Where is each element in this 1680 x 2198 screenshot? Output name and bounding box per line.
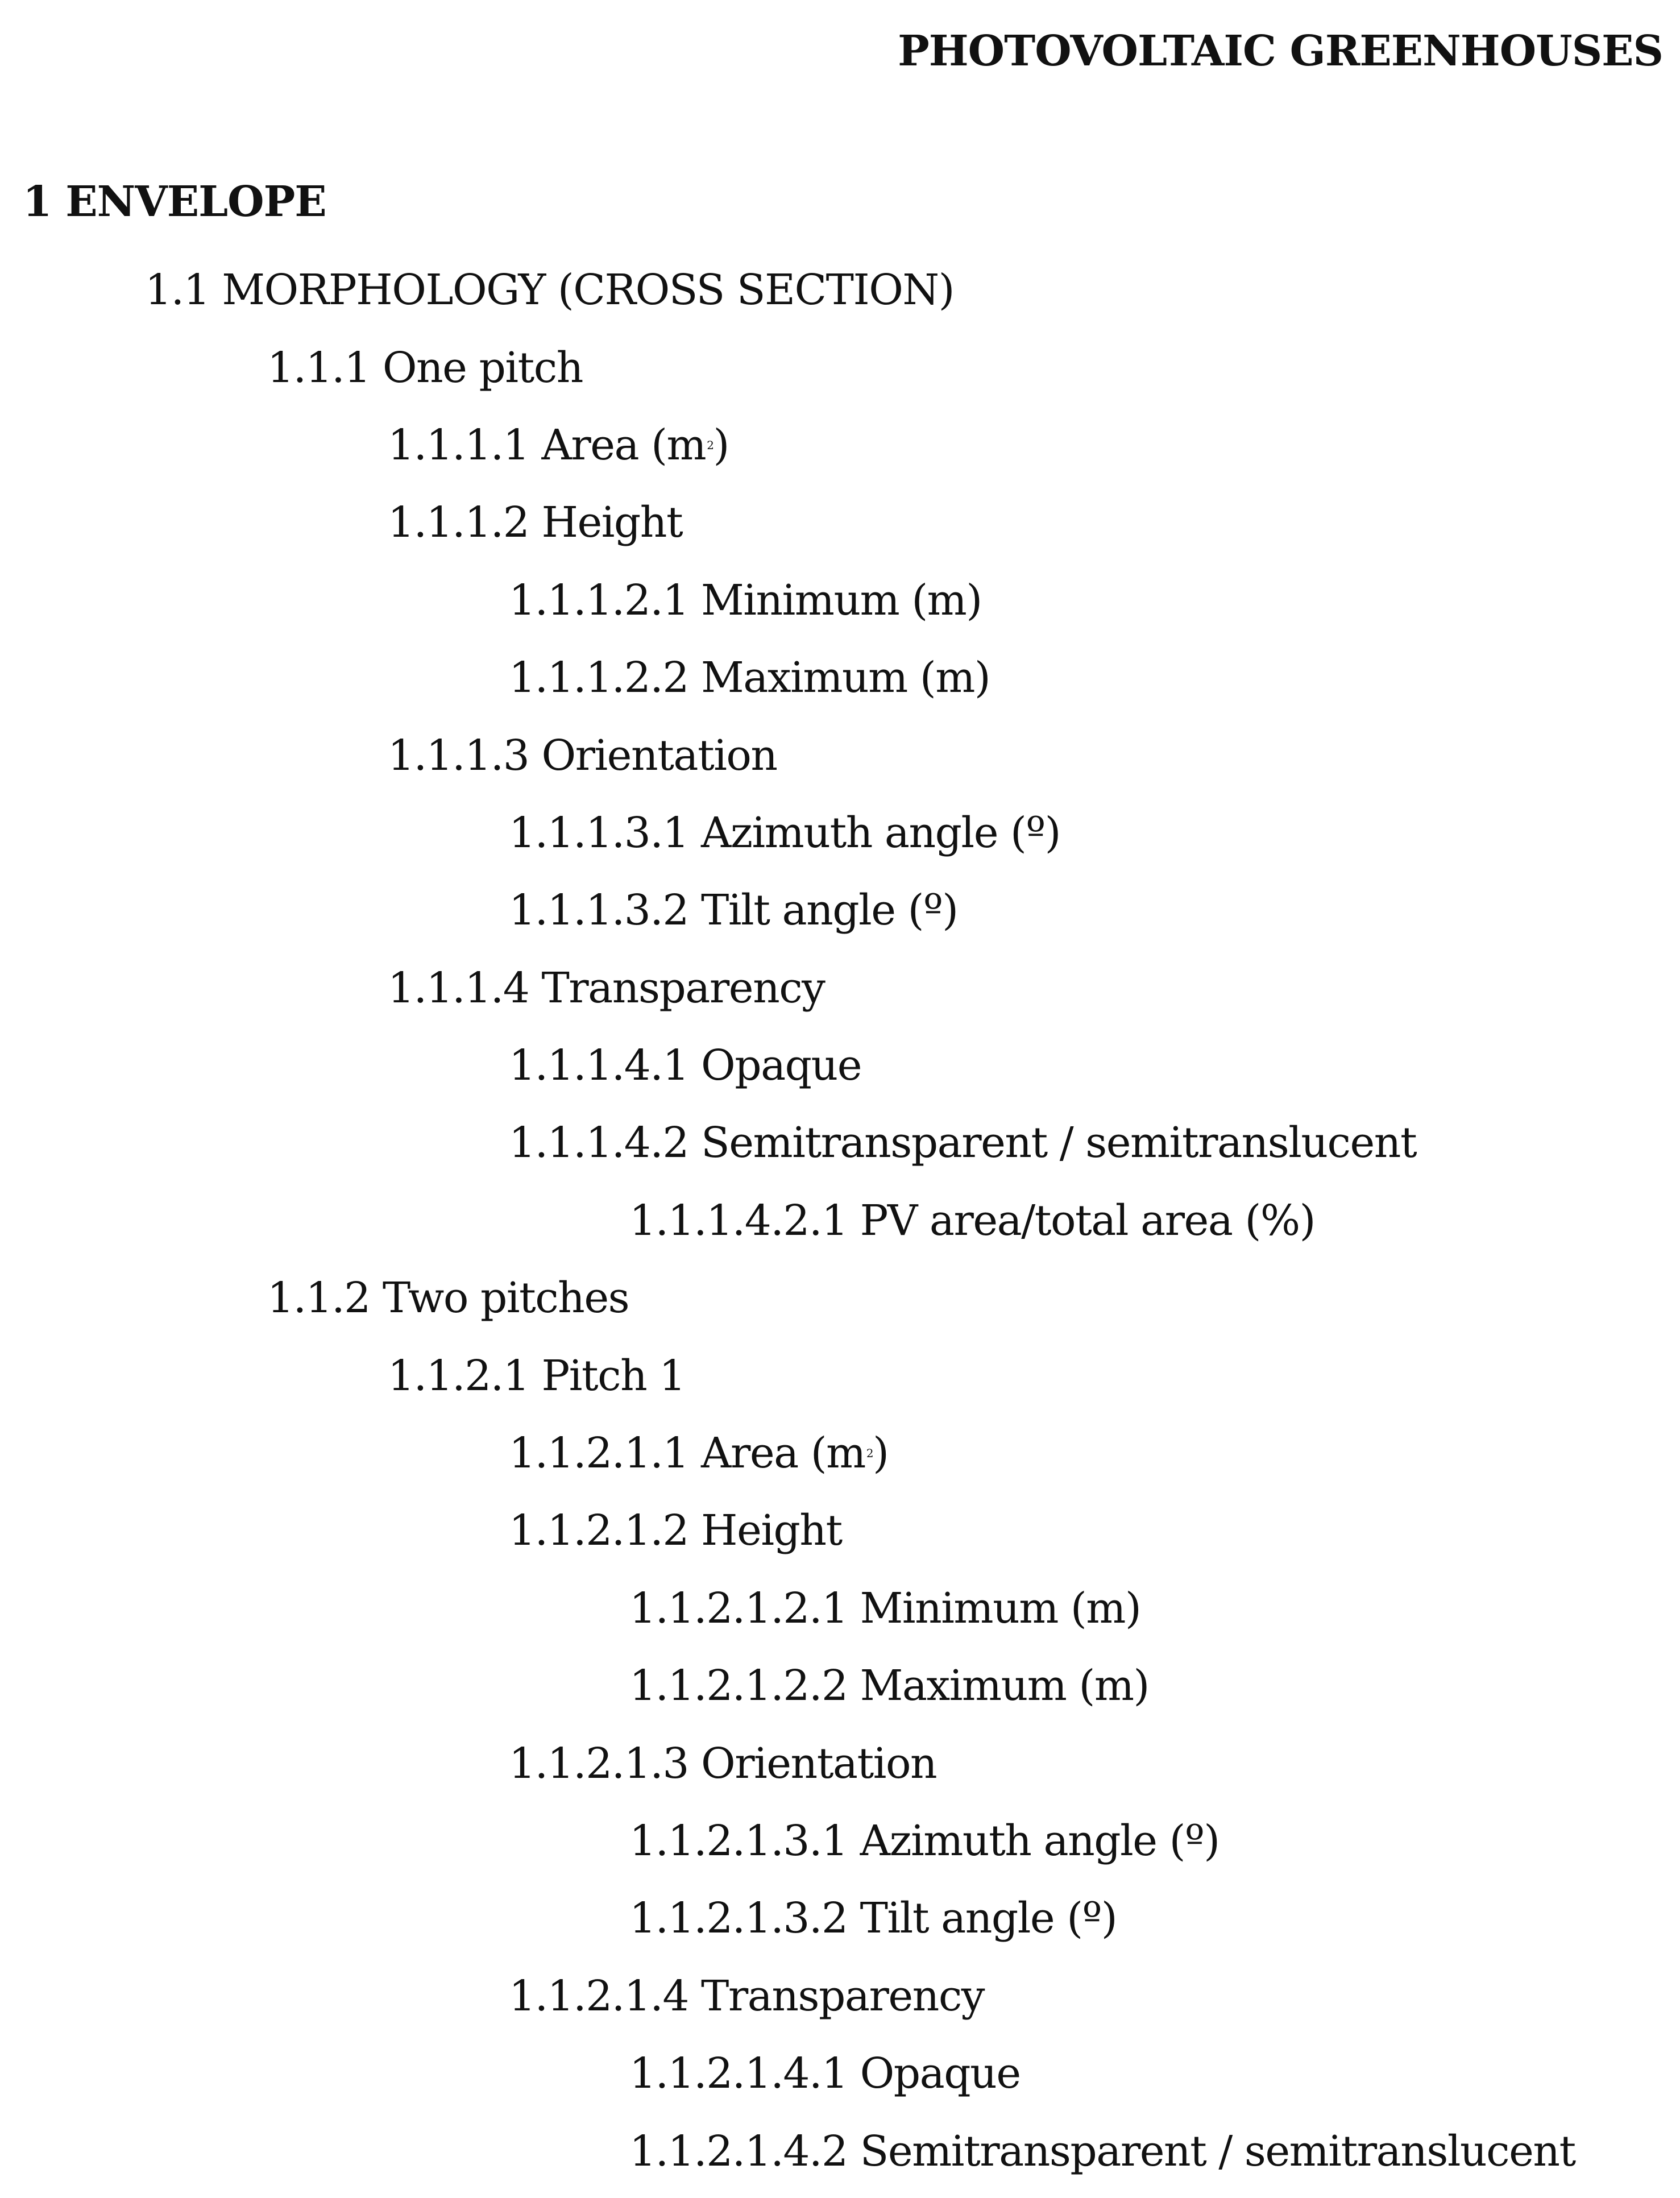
unit-superscript: 2 xyxy=(707,438,714,452)
outline-item xyxy=(0,484,1680,561)
outline-item-number: 1.1.2.1.4.1 xyxy=(629,2049,848,2099)
outline-item xyxy=(0,1570,1680,1647)
outline-item xyxy=(0,1492,1680,1569)
outline-item-number: 1.1.1.4.2.1 xyxy=(629,1196,848,1245)
outline-item xyxy=(0,1104,1680,1181)
outline-item xyxy=(0,329,1680,406)
outline-item xyxy=(0,1724,1680,1802)
outline-item-number: 1.1.1.2.2 xyxy=(509,653,688,703)
outline-item xyxy=(0,872,1680,949)
outline-item xyxy=(0,1802,1680,1880)
unit-superscript: 2 xyxy=(866,1446,873,1461)
outline-item-number: 1.1.1.3 xyxy=(388,731,529,780)
outline-item-label: Pitch 1 xyxy=(541,1351,685,1400)
outline-item xyxy=(0,562,1680,639)
outline-item-number: 1.1.2.1.3 xyxy=(509,1739,688,1788)
outline-item-label: Opaque xyxy=(860,2049,1021,2099)
outline-item-number: 1.1.1 xyxy=(267,343,370,392)
outline-item-number: 1.1.1.2 xyxy=(388,498,529,548)
outline-item xyxy=(0,1647,1680,1724)
outline-item-number: 1.1.1.3.2 xyxy=(509,886,688,935)
outline-item-label: Two pitches xyxy=(382,1274,629,1323)
outline-item-number: 1.1.2.1.4 xyxy=(509,1971,688,2021)
outline-list xyxy=(0,251,1680,2190)
outline-item xyxy=(0,251,1680,329)
outline-item xyxy=(0,716,1680,794)
outline-item xyxy=(0,949,1680,1027)
outline-item-label: Azimuth angle (º) xyxy=(701,808,1061,857)
outline-item-label: Maximum (m) xyxy=(701,653,990,703)
outline-item-label: Semitransparent / semitranslucent xyxy=(860,2126,1575,2176)
outline-item-number: 1.1.2.1.3.2 xyxy=(629,1894,848,1943)
outline-item-number: 1.1.2.1.2.2 xyxy=(629,1661,848,1711)
outline-item-label: Transparency xyxy=(701,1971,985,2021)
outline-item xyxy=(0,1880,1680,1957)
outline-item-number: 1.1.2.1.2 xyxy=(509,1506,688,1556)
outline-item-number: 1.1.2.1.4.2 xyxy=(629,2126,848,2176)
outline-item xyxy=(0,407,1680,484)
outline-item-label: Tilt angle (º) xyxy=(701,886,958,935)
outline-item-label: Height xyxy=(701,1506,842,1556)
outline-item-number: 1.1.2.1 xyxy=(388,1351,529,1400)
outline-item-label: One pitch xyxy=(382,343,583,392)
outline-item-number: 1.1.1.3.1 xyxy=(509,808,688,857)
outline-item xyxy=(0,1958,1680,2035)
outline-item-label: Minimum (m) xyxy=(701,575,982,625)
outline-item-number: 1.1.1.4 xyxy=(388,963,529,1013)
section-heading: 1 ENVELOPE xyxy=(23,177,326,226)
outline-item xyxy=(0,2035,1680,2112)
outline-item-label: Semitransparent / semitranslucent xyxy=(701,1118,1417,1168)
page-title: PHOTOVOLTAIC GREENHOUSES xyxy=(898,27,1663,76)
outline-item-number: 1.1.1.1 xyxy=(388,420,529,470)
outline-item xyxy=(0,639,1680,716)
outline-item-label: PV area/total area (%) xyxy=(860,1196,1316,1245)
outline-item xyxy=(0,1415,1680,1492)
outline-item-label: Orientation xyxy=(541,731,777,780)
outline-item-label: Area (m xyxy=(701,1429,865,1478)
outline-item-suffix: ) xyxy=(873,1429,889,1478)
outline-item-label: Height xyxy=(541,498,683,548)
outline-item-label: Transparency xyxy=(541,963,825,1013)
outline-item-number: 1.1.1.4.2 xyxy=(509,1118,688,1168)
outline-item xyxy=(0,1027,1680,1104)
outline-item-label: MORPHOLOGY (CROSS SECTION) xyxy=(222,266,955,315)
outline-item xyxy=(0,794,1680,872)
outline-item-number: 1.1.1.2.1 xyxy=(509,575,688,625)
outline-item-number: 1.1.2.1.2.1 xyxy=(629,1583,848,1633)
outline-item-number: 1.1.1.4.1 xyxy=(509,1041,688,1090)
outline-item xyxy=(0,1259,1680,1337)
outline-item xyxy=(0,1182,1680,1259)
outline-item-label: Minimum (m) xyxy=(860,1583,1141,1633)
outline-item-number: 1.1 xyxy=(145,266,210,315)
outline-item-label: Azimuth angle (º) xyxy=(860,1817,1219,1865)
outline-item xyxy=(0,2112,1680,2189)
outline-item-number: 1.1.2.1.3.1 xyxy=(629,1817,848,1865)
outline-item-suffix: ) xyxy=(713,420,729,470)
outline-item-label: Orientation xyxy=(701,1739,937,1788)
outline-item-number: 1.1.2.1.1 xyxy=(509,1429,688,1478)
outline-item-label: Area (m xyxy=(541,420,706,470)
outline-item-number: 1.1.2 xyxy=(267,1274,370,1323)
outline-item-label: Tilt angle (º) xyxy=(860,1894,1117,1943)
outline-item xyxy=(0,1337,1680,1414)
outline-item-label: Maximum (m) xyxy=(860,1661,1149,1711)
outline-item-label: Opaque xyxy=(701,1041,862,1090)
